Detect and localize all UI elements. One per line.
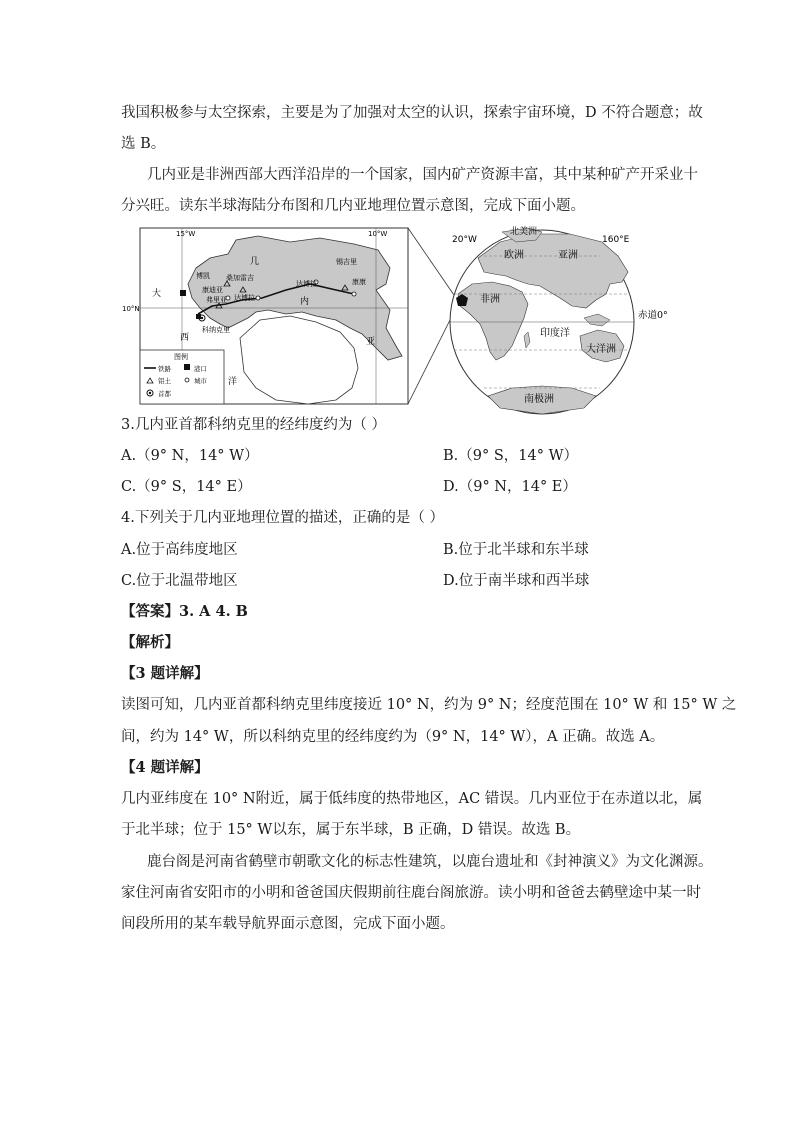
option-3d: D.（9° N，14° E） [443,479,577,495]
option-4d: D.位于南半球和西半球 [443,573,590,589]
option-3c: C.（9° S，14° E） [121,479,252,495]
continent-label-asia: 亚洲 [558,250,578,261]
paragraph-line: 家住河南省安阳市的小明和爸爸国庆假期前往鹿台阁旅游。读小明和爸爸去鹤壁途中某一时 [121,885,701,901]
place-label-ji: 几 [250,257,260,267]
legend-port-symbol [184,364,190,370]
option-4a: A.位于高纬度地区 [121,542,238,558]
map-figure-svg [122,227,688,406]
option-4c: C.位于北温带地区 [121,573,238,589]
answer-line: 【答案】3. A 4. B [121,603,248,620]
option-4b: B.位于北半球和东半球 [443,542,589,558]
paragraph-line: 我国积极参与太空探索，主要是为了加强对太空的认识，探索宇宙环境，D 不符合题意；故 [121,105,703,121]
city-label: 博凯 [196,272,210,280]
eastern-hemisphere-map [450,225,668,414]
legend-title: 图例 [174,353,188,361]
guinea-map [122,228,408,404]
legend-railway-label: 铁路 [158,365,171,373]
q4-detail-line: 于北半球；位于 15° W以东，属于东半球，B 正确，D 错误。故选 B。 [121,822,581,838]
paragraph-line: 分兴旺。读东半球海陆分布图和几内亚地理位置示意图，完成下面小题。 [121,198,585,214]
legend-capital-symbol-dot [149,392,151,394]
map-legend [140,350,224,404]
city-label: 弗里亚 [206,296,227,304]
port-icon [196,314,201,319]
paragraph-line: 几内亚是非洲西部大西洋沿岸的一个国家，国内矿产资源丰富，其中某种矿产开采业十 [147,167,698,183]
legend-capital-label: 首都 [158,390,171,398]
city-label: 达博拉 [234,294,255,302]
paragraph-line: 鹿台阁是河南省鹤壁市朝歌文化的标志性建筑，以鹿台遗址和《封神演义》为文化渊源。 [147,854,713,870]
port-icon [180,290,186,296]
zoom-connector [408,228,456,298]
place-label-da: 大 [152,289,162,299]
city-label: 康迪亚 [202,286,223,294]
option-3b: B.（9° S，14° W） [443,448,578,464]
legend-bauxite-label: 铝土 [158,377,171,385]
q3-detail-line: 读图可知，几内亚首都科纳克里纬度接近 10° N，约为 9° N；经度范围在 10° W 和 15° W 之 [121,697,737,713]
city-label: 桑加雷吉 [226,274,254,282]
city-icon [352,292,356,296]
city-label: 康康 [352,278,366,286]
q4-detail-line: 几内亚纬度在 10° N附近，属于低纬度的热带地区，AC 错误。几内亚位于在赤道以北，属 [121,791,703,807]
lat-label-10n: 10°N [122,305,140,313]
equator-label: 赤道0° [638,310,668,321]
zoom-connector [408,308,456,404]
place-label-nei: 内 [300,297,310,307]
city-label: 科纳克里 [202,326,230,334]
continent-label-africa: 非洲 [480,294,500,305]
legend-port-label: 港口 [194,365,207,373]
lon-label-20w: 20°W [452,235,477,245]
paragraph-line: 选 B。 [121,136,166,152]
option-3a: A.（9° N，14° W） [121,448,259,464]
city-label: 达博拉 [296,280,317,288]
lon-label-160e: 160°E [602,235,630,245]
question-4: 4.下列关于几内亚地理位置的描述，正确的是（ ） [121,510,444,526]
lon-label-15w: 15°W [176,230,196,238]
capital-icon-dot [201,317,203,319]
place-label-yang: 洋 [228,377,238,387]
q4-detail-header: 【4 题详解】 [121,759,209,776]
continent-label-north-america: 北美洲 [510,227,538,237]
ocean-label-indian: 印度洋 [540,328,570,339]
legend-city-label: 城市 [194,377,207,385]
question-3: 3.几内亚首都科纳克里的经纬度约为（ ） [121,417,386,433]
city-icon [256,296,260,300]
legend-city-symbol [185,378,189,382]
continent-label-antarctica: 南极洲 [524,394,554,405]
lon-label-10w: 10°W [368,230,388,238]
q3-detail-line: 间，约为 14° W，所以科纳克里的经纬度约为（9° N，14° W），A 正确。故选 A。 [121,729,665,745]
city-label: 锡吉里 [336,258,357,266]
analysis-header: 【解析】 [121,634,179,651]
place-label-ya: 亚 [366,337,376,347]
q3-detail-header: 【3 题详解】 [121,665,209,682]
continent-label-oceania: 大洋洲 [586,344,616,355]
continent-label-europe: 欧洲 [504,250,524,261]
paragraph-line: 间段所用的某车载导航界面示意图，完成下面小题。 [121,916,455,932]
place-label-xi: 西 [180,333,190,343]
map-figure [122,227,688,406]
